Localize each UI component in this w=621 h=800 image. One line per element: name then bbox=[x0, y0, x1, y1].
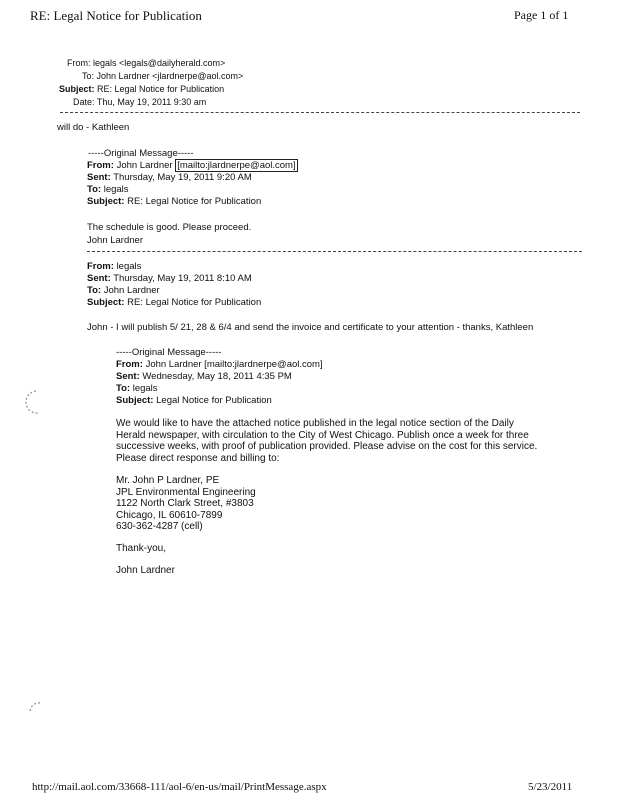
address-line: Mr. John P Lardner, PE bbox=[116, 475, 220, 486]
address-line: 1122 North Clark Street, #3803 bbox=[116, 498, 254, 509]
msg3-para-line: We would like to have the attached notice published in the legal notice section of the Daily bbox=[116, 418, 514, 429]
subject-label: Subject: bbox=[59, 84, 95, 94]
msg3-from-row: From: John Lardner [mailto:jlardnerpe@aol.com] bbox=[116, 359, 323, 370]
date-label: Date: bbox=[73, 97, 95, 107]
footer-date: 5/23/2011 bbox=[528, 781, 573, 793]
reply-text: will do - Kathleen bbox=[57, 122, 130, 133]
msg2-subject-row: Subject: RE: Legal Notice for Publication bbox=[87, 297, 262, 308]
original-message-label: -----Original Message----- bbox=[116, 347, 222, 358]
signature: John Lardner bbox=[116, 565, 175, 576]
msg1-to-row: To: legals bbox=[87, 184, 129, 195]
closing: Thank-you, bbox=[116, 543, 167, 554]
original-message-label: -----Original Message----- bbox=[88, 148, 194, 159]
date-value: Thu, May 19, 2011 9:30 am bbox=[96, 97, 207, 107]
punch-hole-mark-icon bbox=[22, 388, 46, 416]
top-to-row bbox=[82, 71, 243, 81]
from-label: From: bbox=[67, 58, 91, 68]
msg3-para-line: Please direct response and billing to: bbox=[116, 452, 280, 464]
msg3-sent-row: Sent: Wednesday, May 18, 2011 4:35 PM bbox=[116, 371, 292, 382]
msg1-signature: John Lardner bbox=[87, 235, 143, 246]
address-line: 630-362-4287 (cell) bbox=[116, 521, 203, 532]
msg2-from-row: From: legals bbox=[87, 261, 142, 272]
top-from-row bbox=[67, 58, 225, 68]
msg1-sent-row: Sent: Thursday, May 19, 2011 9:20 AM bbox=[87, 172, 252, 183]
divider bbox=[87, 251, 582, 252]
to-value: John Lardner <jlardnerpe@aol.com> bbox=[96, 71, 244, 81]
address-line: JPL Environmental Engineering bbox=[116, 486, 256, 498]
msg3-para-line: successive weeks, with proof of publication provided. Please advise on the cost for this service. bbox=[116, 441, 538, 452]
msg2-to-row: To: John Lardner bbox=[87, 285, 160, 296]
msg2-body: John - I will publish 5/ 21, 28 & 6/4 and send the invoice and certificate to your attention - thanks, Kathleen bbox=[87, 322, 534, 333]
punch-hole-mark-icon bbox=[24, 700, 48, 726]
msg2-sent-row: Sent: Thursday, May 19, 2011 8:10 AM bbox=[87, 273, 252, 284]
top-date-row bbox=[73, 97, 206, 107]
msg1-from-row: From: John Lardner [mailto:jlardnerpe@aol.com] bbox=[87, 160, 296, 171]
page-number: Page 1 of 1 bbox=[514, 8, 569, 22]
top-subject-row bbox=[59, 84, 224, 94]
divider bbox=[60, 112, 580, 113]
email-link[interactable]: [mailto:jlardnerpe@aol.com] bbox=[177, 160, 296, 171]
msg3-subject-row: Subject: Legal Notice for Publication bbox=[116, 395, 272, 406]
address-line: Chicago, IL 60610-7899 bbox=[116, 509, 223, 521]
from-value: legals <legals@dailyherald.com> bbox=[93, 58, 226, 68]
to-label: To: bbox=[82, 71, 95, 81]
msg1-subject-row: Subject: RE: Legal Notice for Publication bbox=[87, 196, 262, 207]
subject-value: RE: Legal Notice for Publication bbox=[97, 84, 225, 94]
footer-url: http://mail.aol.com/33668-111/aol-6/en-us/mail/PrintMessage.aspx bbox=[32, 781, 327, 793]
msg1-body: The schedule is good. Please proceed. bbox=[87, 222, 252, 233]
page-title: RE: Legal Notice for Publication bbox=[30, 8, 202, 23]
msg3-to-row: To: legals bbox=[116, 383, 158, 394]
msg3-para-line: Herald newspaper, with circulation to the City of West Chicago. Publish once a week for three bbox=[116, 429, 529, 441]
